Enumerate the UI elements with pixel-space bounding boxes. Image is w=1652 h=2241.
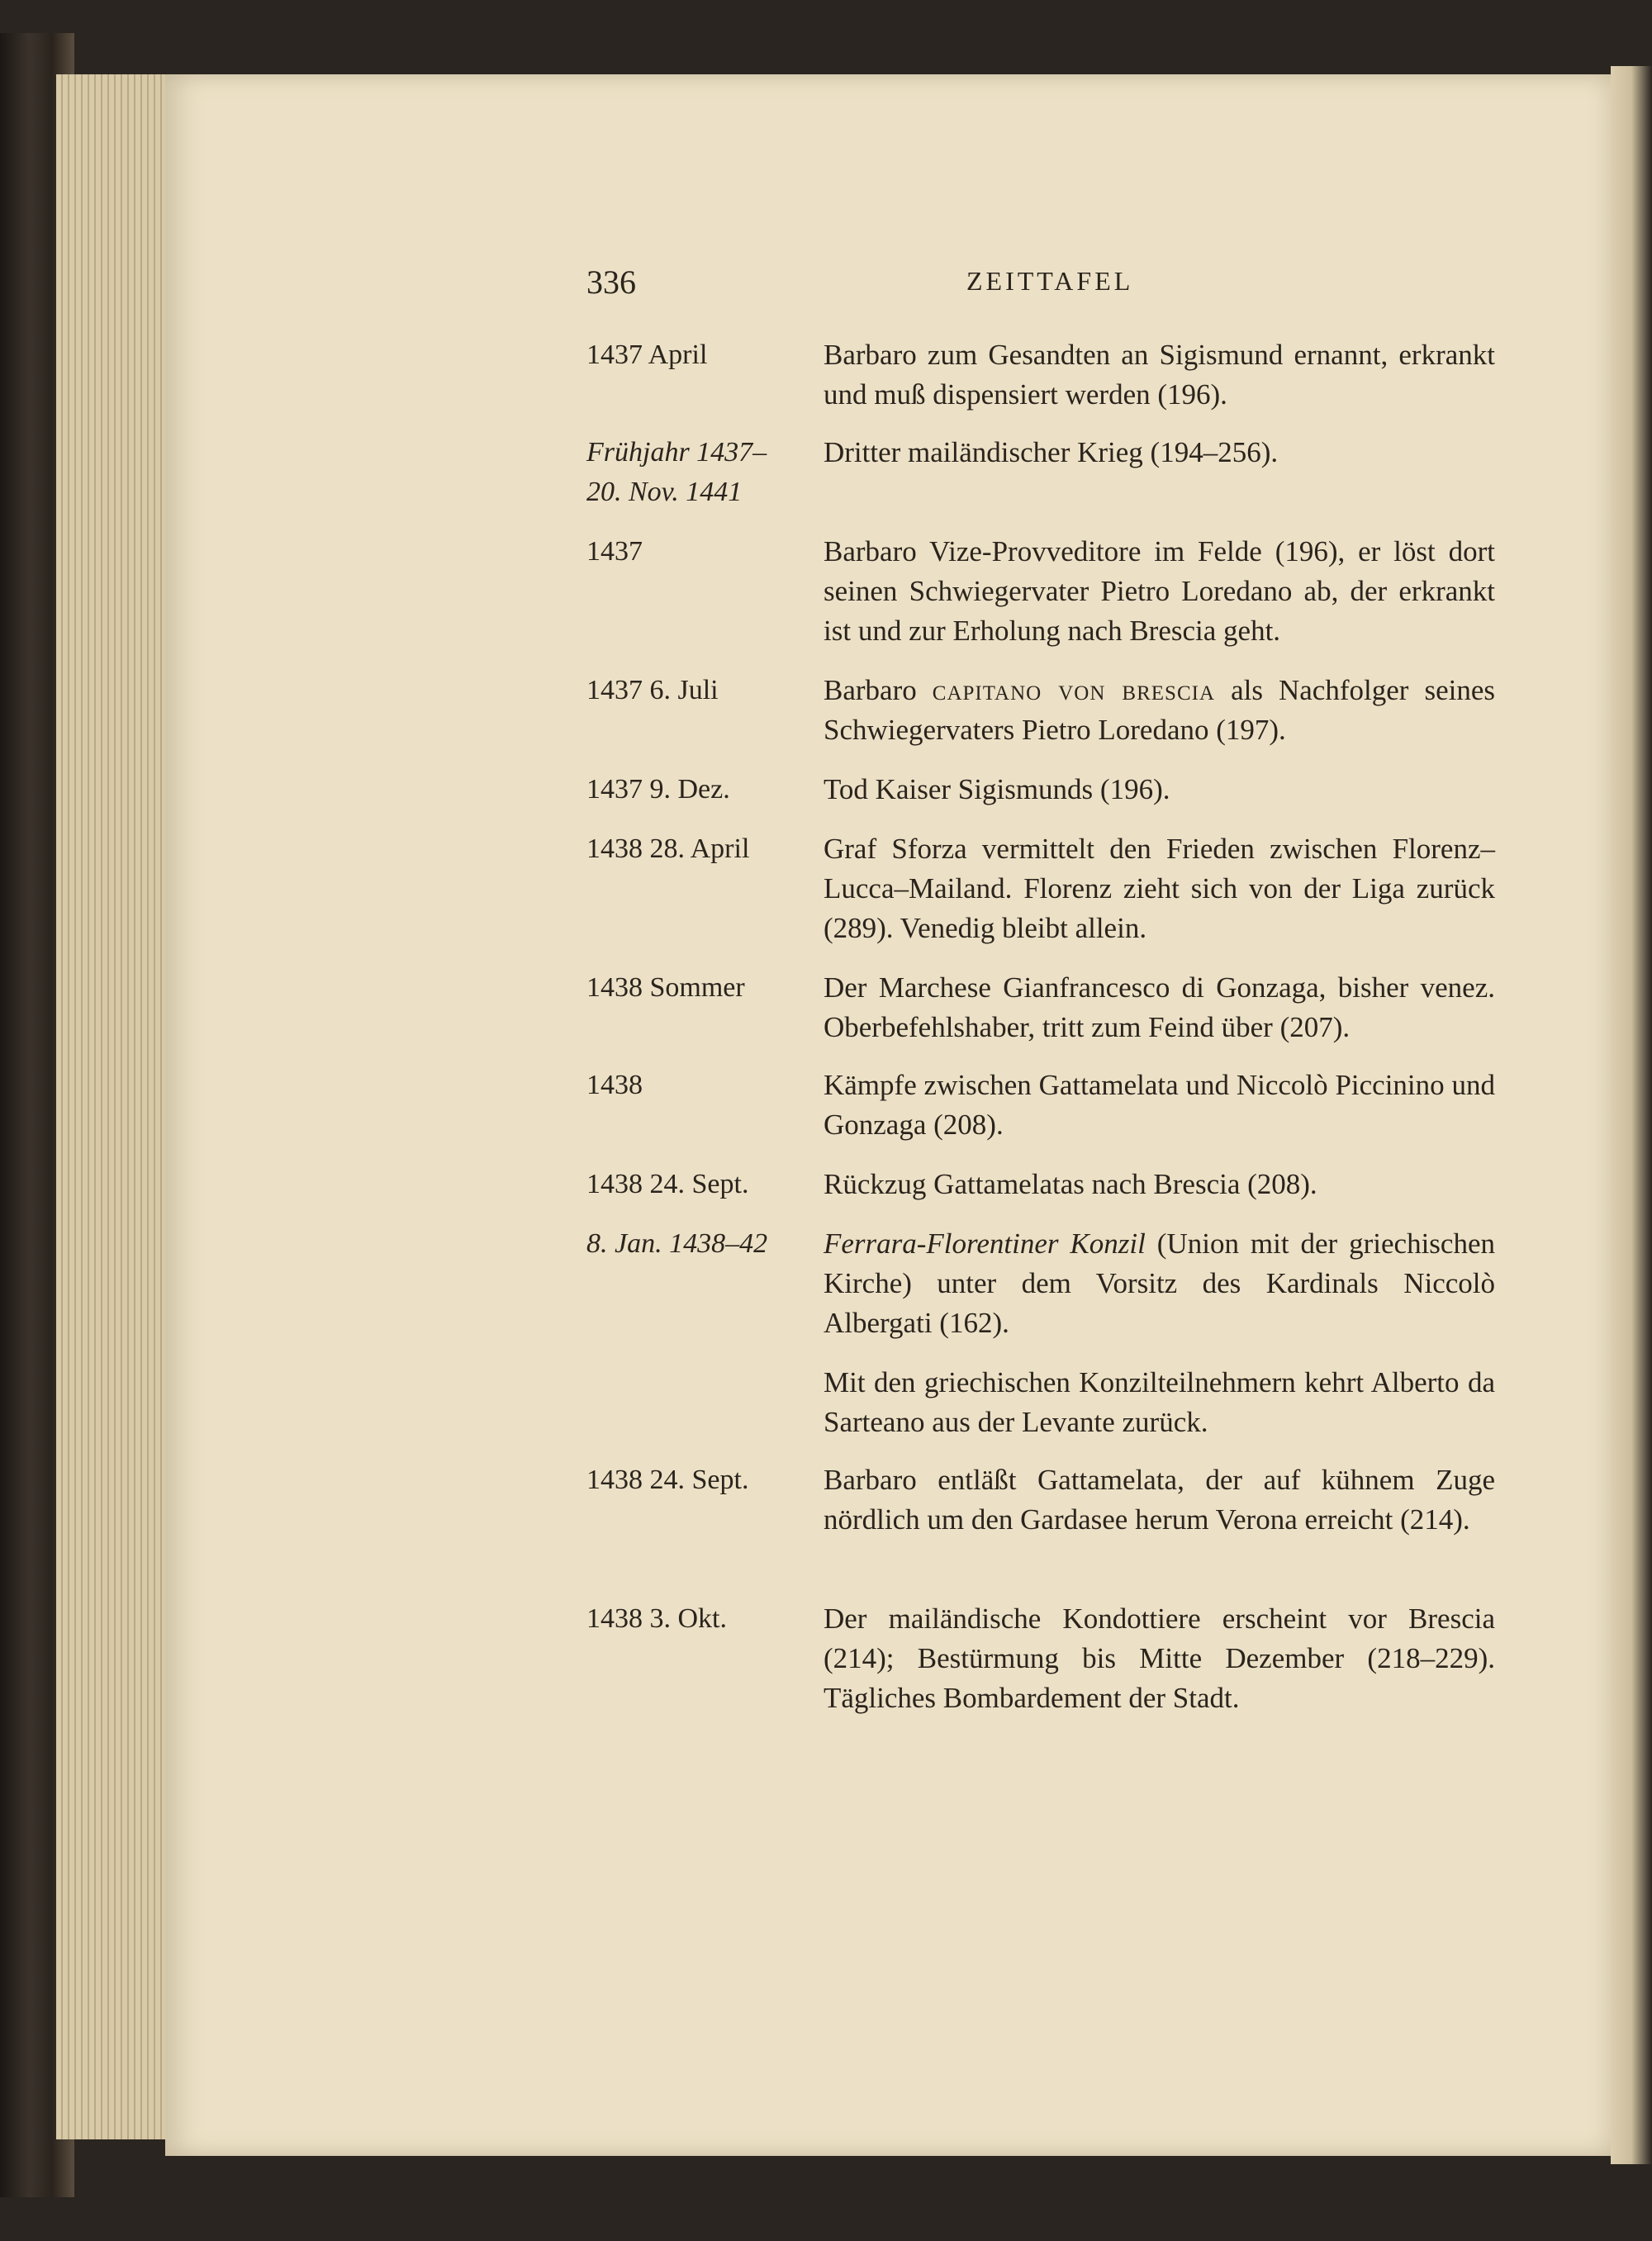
- entry-date: 1438 24. Sept.: [586, 1169, 749, 1199]
- entry-text: Dritter mailändischer Krieg (194–256).: [824, 436, 1279, 468]
- entry-text: [824, 671, 1495, 750]
- entry-date: 1438 Sommer: [586, 972, 745, 1003]
- entry-text: Der Marchese Gianfrancesco di Gonzaga, bisher venez. Oberbefehlshaber, tritt zum Feind über (207).: [824, 971, 1495, 1043]
- entry-text-italic: Ferrara-Florentiner Konzil: [824, 1227, 1146, 1260]
- entry-date: 1437 6. Juli: [586, 675, 719, 705]
- page-number: 336: [586, 264, 636, 301]
- entry-text: [824, 1224, 1495, 1343]
- facing-page-edge: [1611, 66, 1652, 2164]
- entry-date: 1437 April: [586, 339, 708, 370]
- entry-text: Graf Sforza vermittelt den Frieden zwischen Florenz–Lucca–Mailand. Florenz zieht sich von der Liga zurück (289). Venedig bleibt allein.: [824, 833, 1495, 944]
- entry-text-part: Barbaro: [824, 674, 933, 706]
- entry-date: 1438 3. Okt.: [586, 1603, 727, 1634]
- entry-text: Kämpfe zwischen Gattamelata und Niccolò Piccinino und Gonzaga (208).: [824, 1069, 1495, 1141]
- entry-date: Frühjahr 1437– 20. Nov. 1441: [586, 437, 767, 507]
- entry-text: Barbaro zum Gesandten an Sigismund ernannt, erkrankt und muß dispensiert werden (196).: [824, 339, 1495, 411]
- entry-text: Rückzug Gattamelatas nach Brescia (208).: [824, 1168, 1317, 1200]
- entry-date: 1438: [586, 1070, 643, 1100]
- page-header: [586, 263, 1495, 312]
- entry-text-part: (Union mit der griechischen Kirche) unter dem Vorsitz des Kardinals Niccolò Albergati (162).: [824, 1227, 1495, 1339]
- entry-date: 1438 28. April: [586, 833, 750, 864]
- entry-date: 1438 24. Sept.: [586, 1465, 749, 1495]
- entry-text-smallcaps: capitano von brescia: [932, 674, 1216, 706]
- entry-date: 8. Jan. 1438–42: [586, 1228, 768, 1259]
- entry-date: 1437 9. Dez.: [586, 774, 730, 805]
- entry-text: Barbaro Vize-Provveditore im Felde (196), er löst dort seinen Schwiegervater Pietro Loredano ab, der erkrankt ist und zur Erholung nach Brescia geht.: [824, 535, 1495, 647]
- entry-date: 1437: [586, 536, 643, 567]
- entry-text: Barbaro entläßt Gattamelata, der auf kühnem Zuge nördlich um den Gardasee herum Verona erreicht (214).: [824, 1464, 1495, 1536]
- entry-text: Der mailändische Kondottiere erscheint vor Brescia (214); Bestürmung bis Mitte Dezember (218–229). Tägliches Bombardement der Stadt.: [824, 1602, 1495, 1714]
- entry-text: Tod Kaiser Sigismunds (196).: [824, 773, 1170, 805]
- entry-text-part: als Nachfolger seines Schwiegervaters Pietro Loredano (197).: [824, 674, 1495, 746]
- running-head: ZEITTAFEL: [966, 266, 1134, 296]
- entry-text: Mit den griechischen Konzilteilnehmern kehrt Alberto da Sarteano aus der Levante zurück.: [824, 1366, 1495, 1438]
